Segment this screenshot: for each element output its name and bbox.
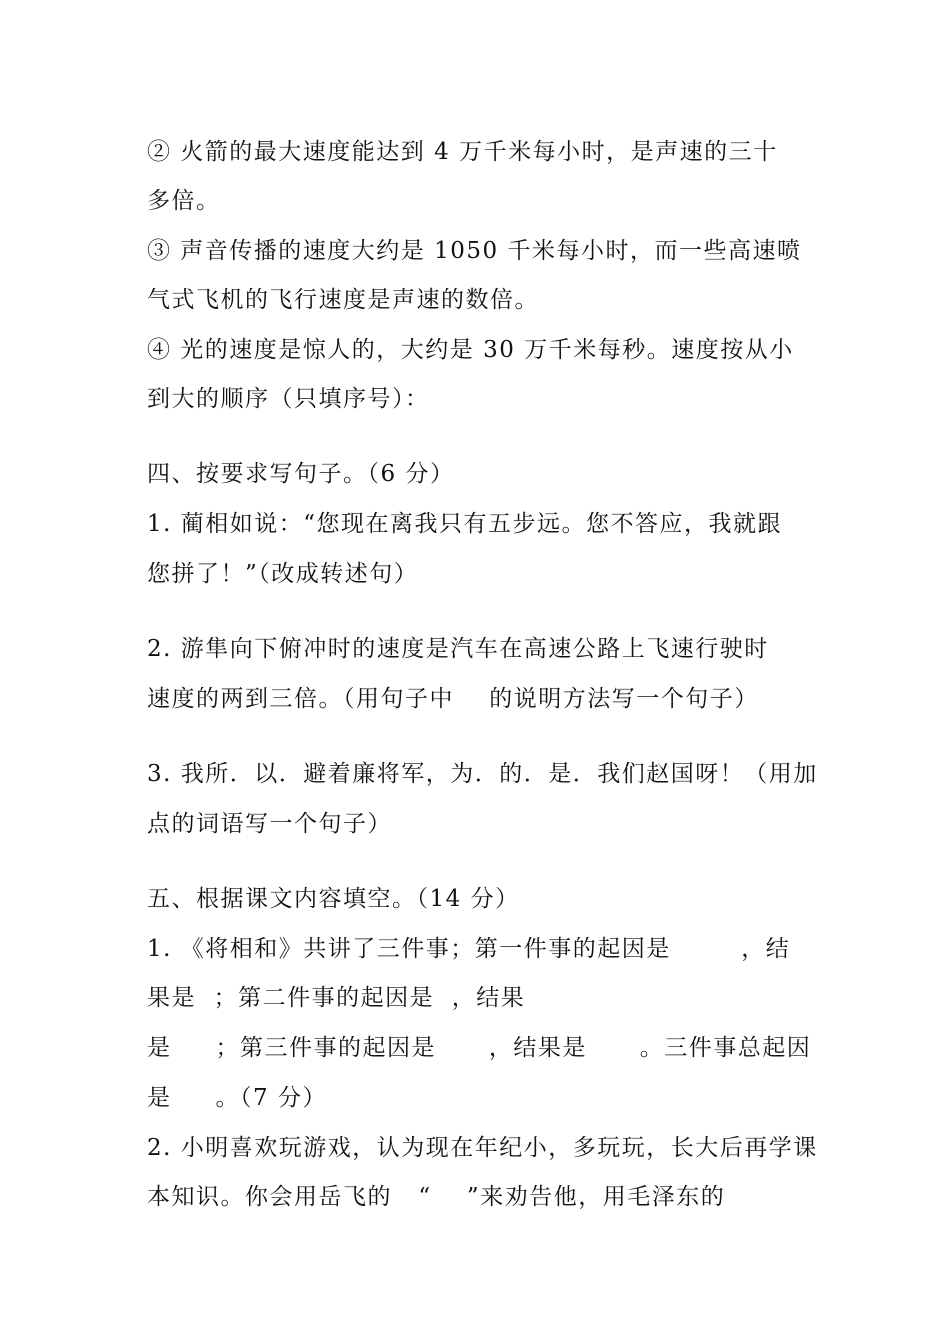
text-line: 点的词语写一个句子） (147, 811, 392, 837)
text-line: 多倍。 (147, 188, 221, 214)
text-line: 3. 我所．以．避着廉将军，为．的．是．我们赵国呀！（用加 (147, 761, 818, 787)
section-heading: 四、按要求写句子。（6 分） (147, 461, 455, 487)
text-line: 1. 《将相和》共讲了三件事；第一件事的起因是 ，结 (147, 936, 791, 962)
text-line: 本知识。你会用岳飞的 “ ”来劝告他，用毛泽东的 (147, 1184, 726, 1210)
section-heading: 五、根据课文内容填空。（14 分） (147, 886, 520, 912)
text-line: ② 火箭的最大速度能达到 4 万千米每小时，是声速的三十 (147, 139, 778, 165)
text-line: 2. 小明喜欢玩游戏，认为现在年纪小，多玩玩，长大后再学课 (147, 1135, 818, 1161)
text-line: 到大的顺序（只填序号）： (147, 386, 430, 412)
text-line: 是 ；第三件事的起因是 ，结果是 。三件事总起因 (147, 1035, 812, 1061)
text-line: ③ 声音传播的速度大约是 1050 千米每小时，而一些高速喷 (147, 238, 802, 264)
text-line: ④ 光的速度是惊人的，大约是 30 万千米每秒。速度按从小 (147, 337, 794, 363)
text-line: 1. 蔺相如说：“您现在离我只有五步远。您不答应，我就跟 (147, 511, 783, 537)
text-line: 气式飞机的飞行速度是声速的数倍。 (147, 287, 539, 313)
text-line: 果是 ；第二件事的起因是 ，结果 (147, 985, 526, 1011)
text-line: 是 。（7 分） (147, 1085, 327, 1111)
text-line: 2. 游隼向下俯冲时的速度是汽车在高速公路上飞速行驶时 (147, 636, 769, 662)
text-line: 速度的两到三倍。（用句子中 的说明方法写一个句子） (147, 686, 759, 712)
text-line: 您拼了！”（改成转述句） (147, 561, 419, 587)
